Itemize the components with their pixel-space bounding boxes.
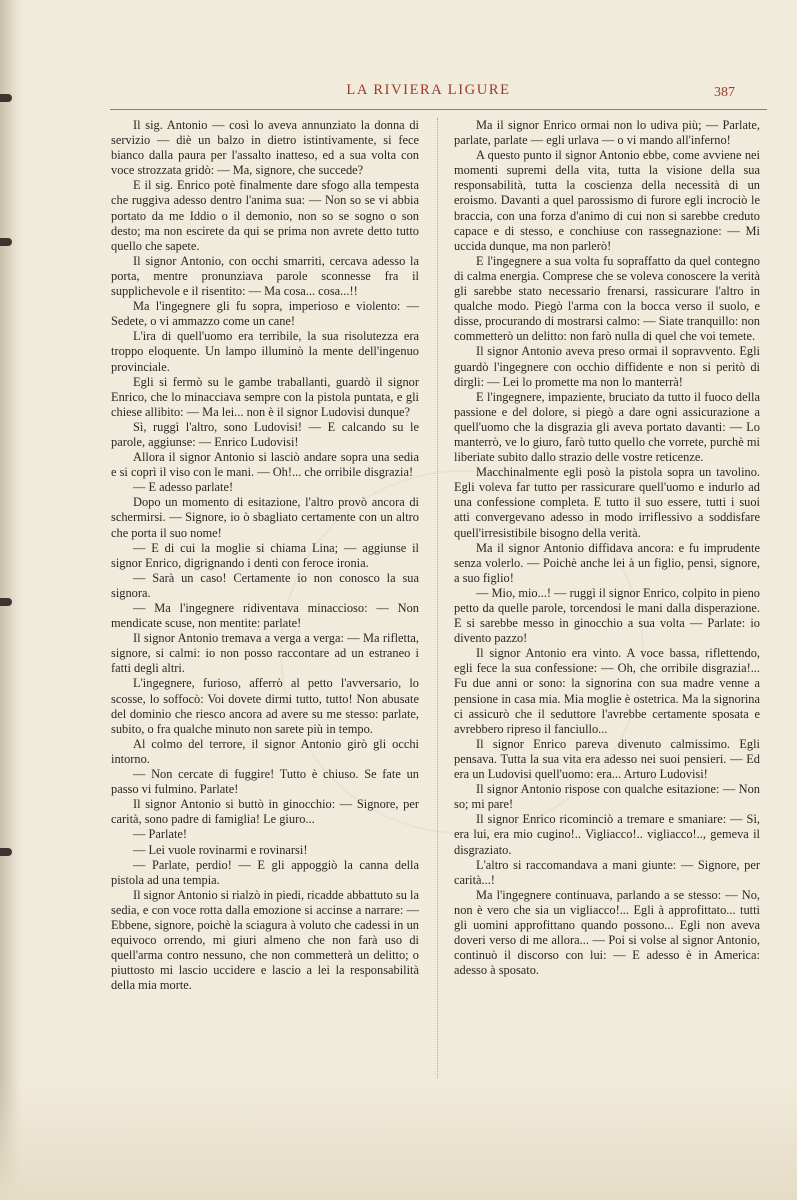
binding-hole-mark: [0, 238, 12, 246]
paragraph: Ma il signor Enrico ormai non lo udiva più; — Parlate, parlate, parlate — egli urlava — o vi mando all'inferno!: [454, 118, 760, 148]
paragraph: Macchinalmente egli posò la pistola sopra un tavolino. Egli voleva far tutto per rassicurare quell'uomo e indurlo ad una confessione completa. E tutto il suo essere, tutti i suoi atti convergevano adesso in modo irriflessivo a soddisfare quell'irresistibile bisogno della verità.: [454, 465, 760, 540]
paragraph: Sì, ruggì l'altro, sono Ludovisi! — E calcando su le parole, aggiunse: — Enrico Ludovisi!: [111, 419, 419, 449]
paragraph: Dopo un momento di esitazione, l'altro provò ancora di schermirsi. — Signore, io ò sbagliato certamente con un altro che porta il suo nome!: [111, 495, 419, 540]
running-header: [100, 82, 757, 106]
paragraph: Il signor Antonio aveva preso ormai il sopravvento. Egli guardò l'ingegnere con occhio diffidente e non si peritò di dirgli: — Lei lo promette ma non lo manterrà!: [454, 344, 760, 389]
paragraph: — Parlate!: [133, 827, 188, 842]
paragraph: Il signor Antonio era vinto. A voce bassa, riflettendo, egli fece la sua confessione: — Oh, che orribile disgrazia!... Fu due anni or sono: la signorina con sua madre venne a pensione in casa mia. Mia moglie è ostetrica. Ma la signorina ci assicurò che il seduttore l'avrebbe certamente sposata e avrebbero ripreso il fanciullo...: [454, 646, 760, 736]
paragraph: Il signor Enrico pareva divenuto calmissimo. Egli pensava. Tutta la sua vita era adesso nei suoi pensieri. — Ed era un Ludovisi quell'uomo: era... Arturo Ludovisi!: [454, 736, 760, 782]
paragraph: Il sig. Antonio — così lo aveva annunziato la donna di servizio — diè un balzo in dietro istintivamente, si fece bianco dalla paura per l'assalto inatteso, ed a sua volta con voce strozzata gridò: — Ma, signore, che succede?: [111, 118, 419, 178]
left-text-column: [111, 118, 419, 993]
binding-hole-mark: [0, 94, 12, 102]
right-text-column: [454, 118, 760, 978]
paragraph: E l'ingegnere a sua volta fu sopraffatto da quel contegno di calma energia. Comprese che se voleva conoscere la verità gli sarebbe stato necessario frenarsi, rassicurare l'altro in qualche modo. Piegò l'arma con la bocca verso il suolo, e disse, procurando di mostrarsi calmo: — Siate tranquillo: non commetterò un delitto: non farò nulla di quel che voi temete.: [454, 253, 760, 344]
paragraph: L'altro si raccomandava a mani giunte: — Signore, per carità...!: [454, 857, 760, 887]
paragraph: E l'ingegnere, impaziente, bruciato da tutto il fuoco della passione e del dolore, si piegò a dare ogni assicurazione a quell'uomo che la disgrazia gli aveva portato davanti: — Lo manterrò, ve lo giuro, farò tutto quello che vorrete, purchè mi liberiate subito dallo strazio delle vostre reticenze.: [454, 389, 760, 465]
paragraph: — Ma l'ingegnere ridiventava minaccioso: — Non mendicate scuse, non mentite: parlate!: [111, 601, 419, 631]
paragraph: Il signor Antonio tremava a verga a verga: — Ma rifletta, signore, si calmi: io non posso raccontare ad un estraneo i fatti degli altri.: [111, 631, 419, 676]
paragraph: — E adesso parlate!: [133, 480, 234, 495]
paragraph: L'ingegnere, furioso, afferrò al petto l'avversario, lo scosse, lo soffocò: Voi dovete dirmi tutto, tutto! Non abusate del dominio che riesco ancora ad avere su me stesso: parlate, subito, o fra qualche minuto non sarete più in tempo.: [111, 676, 419, 736]
paragraph: — E di cui la moglie si chiama Lina; — aggiunse il signor Enrico, digrignando i denti con feroce ironia.: [111, 540, 419, 570]
paragraph: — Lei vuole rovinarmi e rovinarsi!: [133, 842, 308, 857]
paragraph: Allora il signor Antonio si lasciò andare sopra una sedia e si coprì il viso con le mani. — Oh!... che orribile disgrazia!: [111, 450, 419, 480]
paragraph: Egli si fermò su le gambe traballanti, guardò il signor Enrico, che lo minacciava sempre con la pistola puntata, e gli chiese allibito: — Ma lei... non è il signor Ludovisi dunque?: [111, 374, 419, 419]
paragraph: — Parlate, perdio! — E gli appoggiò la canna della pistola ad una tempia.: [111, 857, 419, 887]
paragraph: A questo punto il signor Antonio ebbe, come avviene nei momenti supremi della vita, tutta la visione della sua responsabilità, tutta la coscienza della necessità di un eroismo. Davanti a quel parossismo di furore egli incrociò le braccia, con una forza d'animo di cui non si sarebbe creduto capace e di stesso, e conchiuse con rassegnazione: — Mi uccida dunque, ma non parlerò!: [454, 148, 760, 253]
paragraph: Ma il signor Antonio diffidava ancora: e fu imprudente senza volerlo. — Poichè anche lei à un figlio, pensi, signore, a suo figlio!: [454, 540, 760, 585]
paragraph: Il signor Antonio, con occhi smarriti, cercava adesso la porta, mentre pronunziava parole sconnesse fra il supplichevole e il risentito: — Ma cosa... cosa...!!: [111, 253, 419, 299]
binding-hole-mark: [0, 598, 12, 606]
paragraph: L'ira di quell'uomo era terribile, la sua risolutezza era troppo eloquente. Un lampo illuminò la mente dell'ingenuo provinciale.: [111, 329, 419, 374]
header-rule: [110, 109, 767, 110]
paragraph: Il signor Enrico ricominciò a tremare e smaniare: — Sì, era lui, era mio cugino!.. Vigliacco!.. vigliacco!.., gemeva il disgraziato.: [454, 812, 760, 857]
paragraph: E il sig. Enrico potè finalmente dare sfogo alla tempesta che ruggiva adesso dentro l'anima sua: — Non so se vi abbia portato da me Iddio o il demonio, non so se sogno o son desto; ma non escirete da qui se prima non avrete detto tutto quello che sapete.: [111, 178, 419, 253]
journal-title: LA RIVIERA LIGURE: [346, 82, 511, 98]
paragraph: Al colmo del terrore, il signor Antonio girò gli occhi intorno.: [111, 736, 419, 766]
paragraph: — Mio, mio...! — ruggì il signor Enrico, colpito in pieno petto da quelle parole, torcendosi le mani dalla disperazione. E si sarebbe messo in ginocchio a sua volta — Parlate: io divento pazzo!: [454, 585, 760, 646]
binding-hole-mark: [0, 848, 12, 856]
paragraph: Il signor Antonio rispose con qualche esitazione: — Non so; mi pare!: [454, 782, 760, 812]
paragraph: Ma l'ingegnere continuava, parlando a se stesso: — No, non è vero che sia un vigliacco!... Egli à approfittato... tutti gli uomini approfittano quando possono... Egli non aveva doveri verso di me allora... — Poi si volse al signor Antonio, continuò il discorso con lui: — E adesso è in America: adesso à sposato.: [454, 887, 760, 978]
paragraph: — Sarà un caso! Certamente io non conosco la sua signora.: [111, 570, 419, 600]
page-bottom-tint: [0, 1080, 797, 1200]
paragraph: Il signor Antonio si buttò in ginocchio: — Signore, per carità, sono padre di famiglia! Le giuro...: [111, 797, 419, 827]
column-divider: [437, 118, 438, 1078]
paragraph: — Non cercate di fuggire! Tutto è chiuso. Se fate un passo vi fulmino. Parlate!: [111, 767, 419, 797]
paragraph: Il signor Antonio si rialzò in piedi, ricadde abbattuto su la sedia, e con voce rotta dalla emozione si accinse a narrare: — Ebbene, signore, poichè la sciagura à voluto che cadessi in un equivoco orrendo, mi giuri almeno che non farà uso di quell'arma contro nessuno, che non commetterà un delitto; o piuttosto mi lascio uccidere e lascio a lei la responsabilità della mia morte.: [111, 887, 419, 993]
page-number: 387: [714, 85, 735, 100]
paragraph: Ma l'ingegnere gli fu sopra, imperioso e violento: — Sedete, o vi ammazzo come un cane!: [111, 299, 419, 329]
